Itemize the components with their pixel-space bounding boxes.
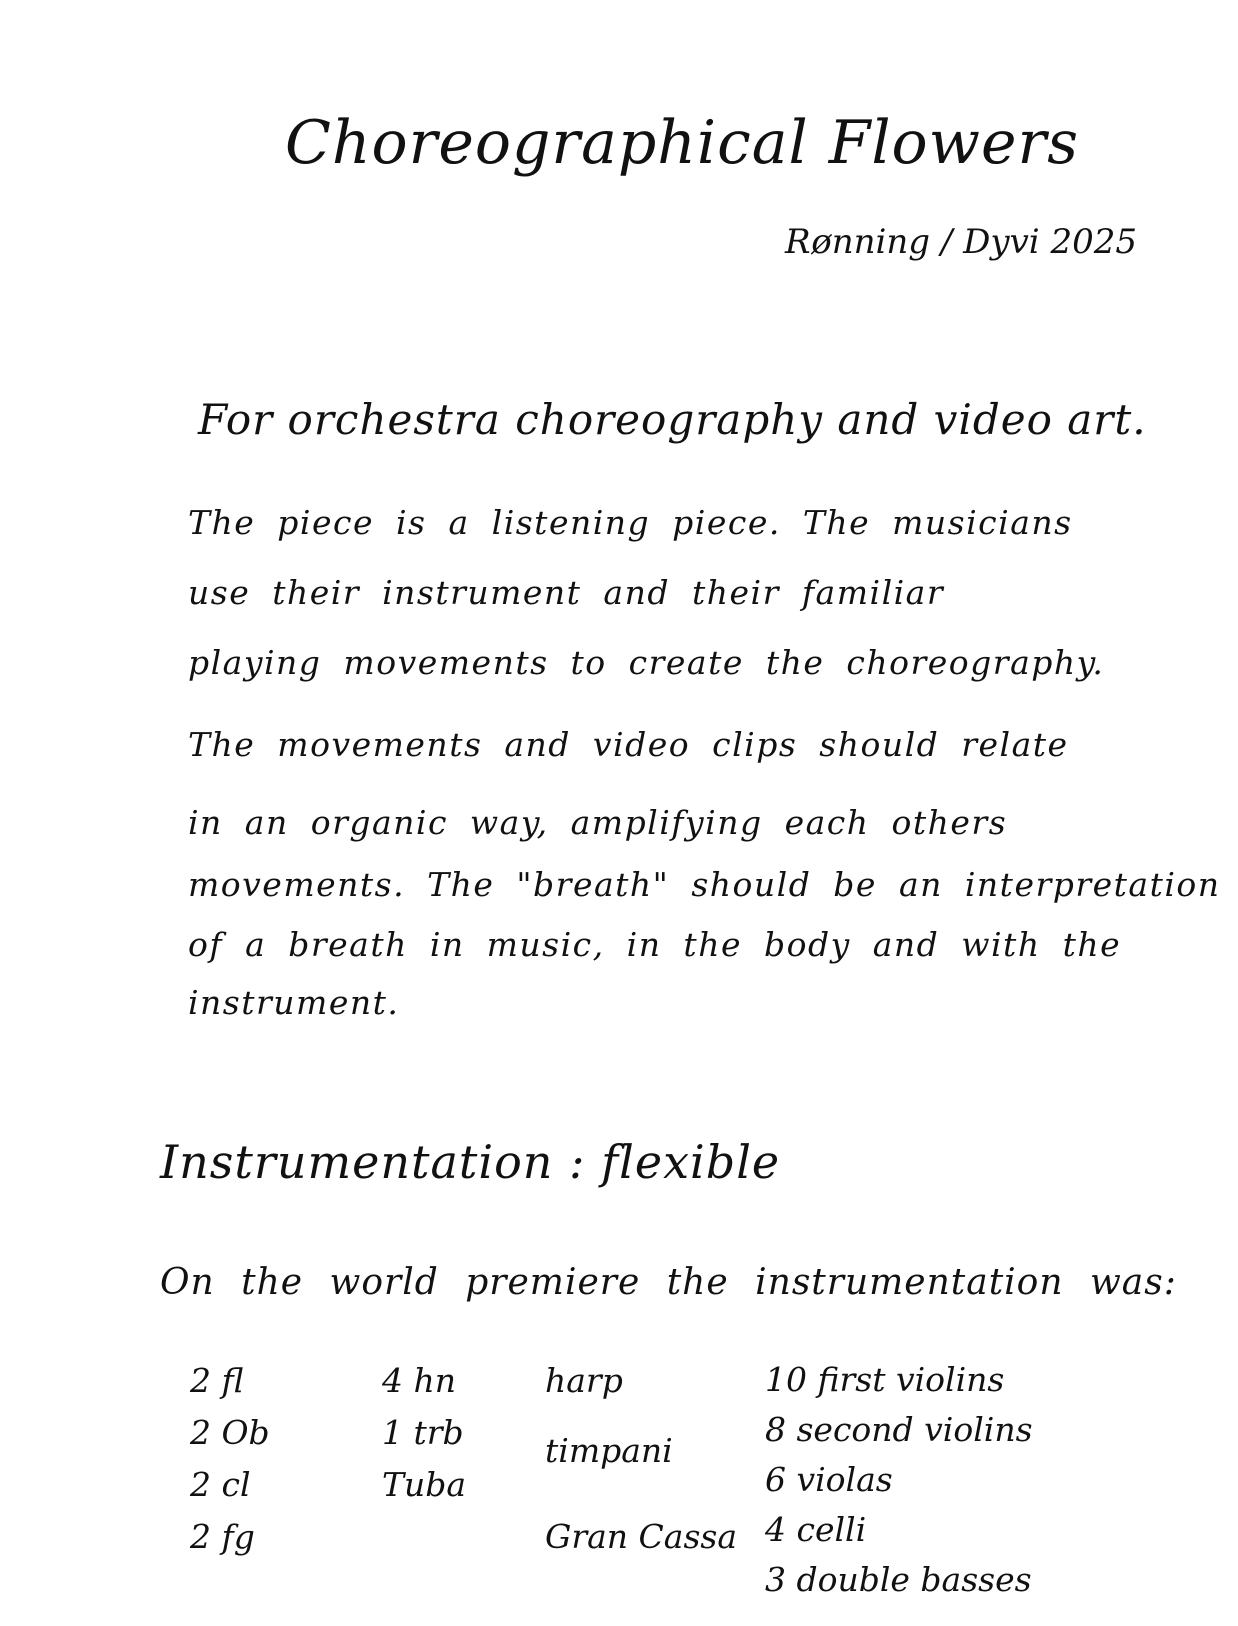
piece-title: Choreographical Flowers (285, 108, 1080, 178)
instrument-item: 4 hn (382, 1361, 456, 1400)
premiere-line: On the world premiere the instrumentation was: (160, 1262, 1177, 1303)
instrument-item: 8 second violins (765, 1410, 1033, 1449)
instrument-item: 6 violas (765, 1460, 893, 1499)
instrumentation-heading: Instrumentation : flexible (160, 1135, 781, 1189)
piece-subtitle: For orchestra choreography and video art. (198, 395, 1147, 444)
description-line: playing movements to create the choreography. (188, 643, 1105, 682)
description-line: The piece is a listening piece. The musicians (188, 503, 1073, 542)
instrument-item: 4 celli (765, 1510, 867, 1549)
instrument-item: 2 fg (190, 1517, 255, 1556)
instrument-item: 3 double basses (765, 1560, 1032, 1599)
instrument-item: 2 fl (190, 1361, 244, 1400)
instrument-item: 2 Ob (190, 1413, 270, 1452)
description-line: The movements and video clips should relate (188, 725, 1069, 764)
instrument-item: 1 trb (382, 1413, 464, 1452)
description-line: in an organic way, amplifying each others (188, 803, 1008, 842)
strings-column (765, 1355, 1033, 1605)
description-line: instrument. (188, 983, 400, 1022)
percussion-harp-column (545, 1355, 737, 1563)
brass-column (382, 1355, 466, 1511)
description-line: movements. The "breath" should be an interpretation (188, 865, 1221, 904)
instrument-item: 10 first violins (765, 1360, 1005, 1399)
description-line: use their instrument and their familiar (188, 573, 945, 612)
description-line: of a breath in music, in the body and with the (188, 925, 1122, 964)
instrument-item: timpani (545, 1431, 673, 1470)
woodwinds-column (190, 1355, 270, 1563)
author-year-line: Rønning / Dyvi 2025 (785, 222, 1137, 262)
instrument-item: harp (545, 1361, 623, 1400)
instrument-item: 2 cl (190, 1465, 251, 1504)
instrument-item: Tuba (382, 1465, 467, 1504)
instrument-item: Gran Cassa (545, 1517, 738, 1556)
